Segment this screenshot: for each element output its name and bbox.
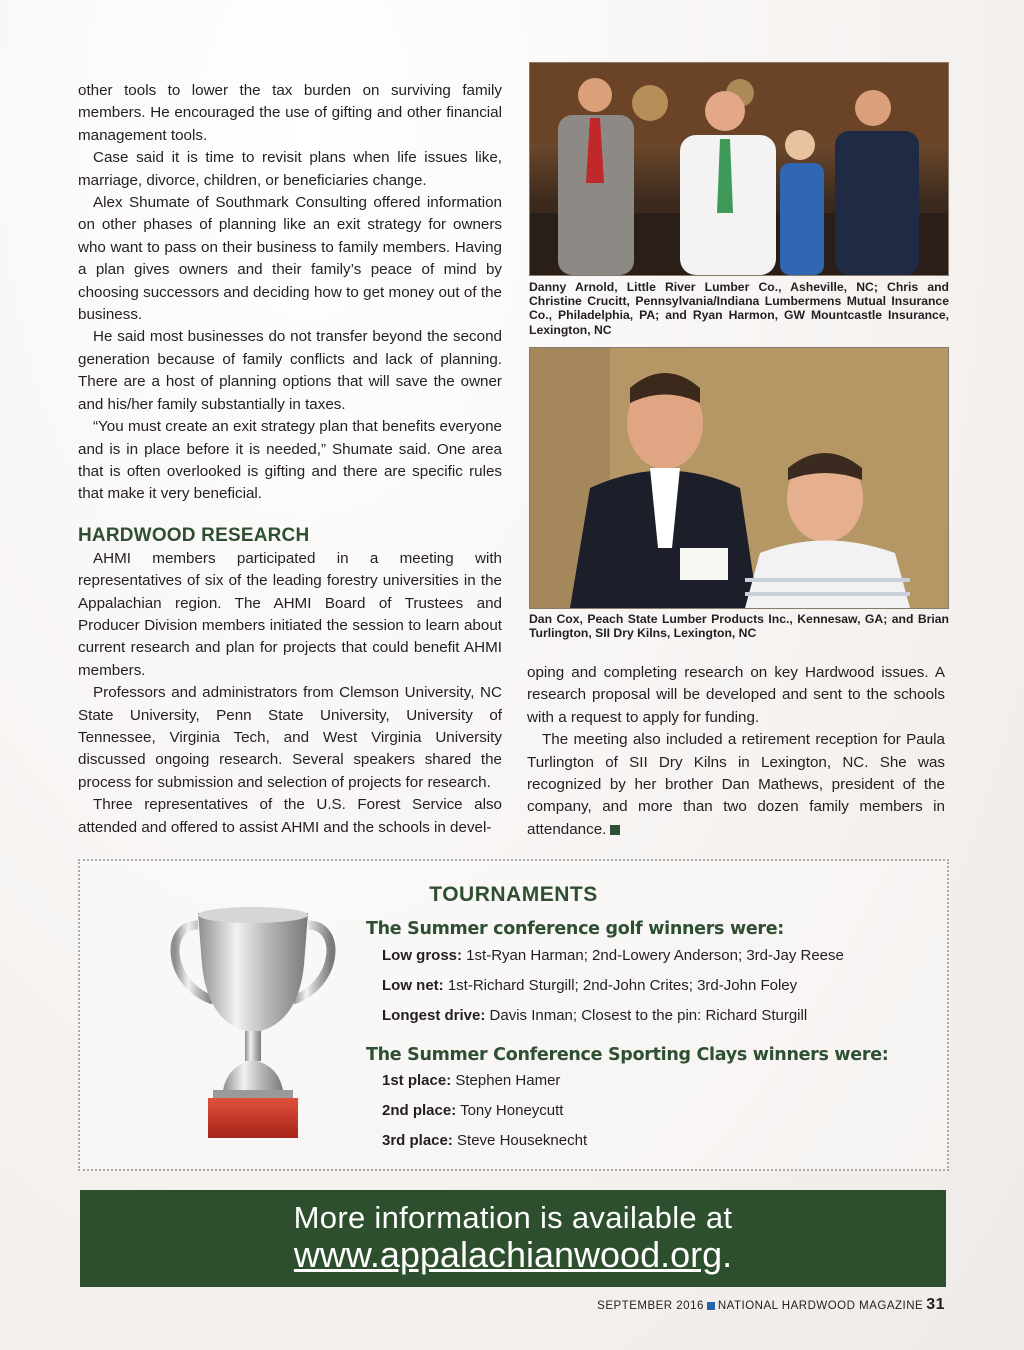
result-value: Tony Honeycutt: [456, 1102, 564, 1119]
result-label: 2nd place:: [382, 1102, 457, 1119]
body-paragraph: “You must create an exit strategy plan that benefits everyone and is in place before it is needed,” Shumate said. One area that is often overlooked is gifting and there are specific rules that make it very beneficial.: [78, 418, 502, 503]
banner-url-line: [80, 1234, 946, 1276]
clays-result-line: [382, 1132, 587, 1149]
group-photo-1: [529, 62, 949, 276]
golf-winners-heading: The Summer conference golf winners were:: [366, 919, 784, 939]
trophy-icon: [168, 905, 338, 1150]
photo-illustration: [530, 63, 948, 275]
result-value: 1st-Richard Sturgill; 2nd-John Crites; 3rd-John Foley: [443, 977, 798, 994]
page-number: 31: [926, 1296, 945, 1313]
result-value: Stephen Hamer: [451, 1072, 561, 1089]
tournaments-title: TOURNAMENTS: [429, 883, 598, 906]
body-paragraph: Professors and administrators from Clemson University, NC State University, Penn State University, University of Tennessee, Virginia Tech, and West Virginia University discussed ongoing research. Several speakers shared the process for submission and selection of projects for research.: [78, 684, 502, 791]
result-value: Steve Houseknecht: [452, 1132, 588, 1149]
result-label: Low net:: [382, 977, 444, 994]
left-column: [78, 80, 502, 839]
website-link[interactable]: www.appalachianwood.org: [293, 1234, 723, 1275]
body-paragraph: Alex Shumate of Southmark Consulting offered information on other phases of planning like an exit strategy for owners who want to pass on their business to family members. Having a plan gives owners and their family’s peace of mind by choosing successors and deciding how to get money out of the business.: [78, 194, 502, 324]
photo-caption-2: Dan Cox, Peach State Lumber Products Inc., Kennesaw, GA; and Brian Turlington, SII Dry Kilns, Lexington, NC: [529, 612, 949, 641]
clays-winners-heading: The Summer Conference Sporting Clays winners were:: [366, 1045, 889, 1065]
golf-result-line: [382, 977, 797, 994]
result-label: Low gross:: [382, 947, 463, 964]
footer-magazine: NATIONAL HARDWOOD MAGAZINE: [717, 1300, 924, 1312]
result-label: Longest drive:: [382, 1007, 486, 1024]
body-paragraph: AHMI members participated in a meeting with representatives of six of the leading forestry universities in the Appalachian region. The AHMI Board of Trustees and Producer Division members initiated the session to learn about current research and plan for projects that could benefit AHMI members.: [78, 549, 502, 679]
body-paragraph: Three representatives of the U.S. Forest Service also attended and offered to assist AHMI and the schools in devel-: [78, 796, 502, 836]
body-paragraph: He said most businesses do not transfer beyond the second generation because of family conflicts and lack of planning. There are a host of planning options that will save the owner and his/her family substantially in taxes.: [78, 328, 502, 413]
end-of-article-mark: [610, 825, 620, 835]
body-paragraph: [527, 729, 945, 841]
tournaments-box: [78, 859, 949, 1171]
banner-text: More information is available at: [293, 1200, 733, 1235]
body-paragraph: other tools to lower the tax burden on surviving family members. He encouraged the use of gifting and other financial management tools.: [78, 82, 502, 144]
photo-caption-1: Danny Arnold, Little River Lumber Co., Asheville, NC; Chris and Christine Crucitt, Pennsylvania/Indiana Lumbermens Mutual Insurance Co., Philadelphia, PA; and Ryan Harmon, GW Mountcastle Insurance, Lexington, NC: [529, 280, 949, 337]
clays-result-line: [382, 1072, 560, 1089]
group-photo-2: [529, 347, 949, 609]
section-heading: HARDWOOD RESEARCH: [78, 524, 310, 546]
body-paragraph: Case said it is time to revisit plans when life issues like, marriage, divorce, children, or beneficiaries change.: [78, 149, 502, 189]
right-column: [527, 662, 945, 841]
result-value: Davis Inman; Closest to the pin: Richard Sturgill: [485, 1007, 808, 1024]
photo-illustration: [530, 348, 948, 608]
body-text: The meeting also included a retirement reception for Paula Turlington of SII Dry Kilns in Lexington, NC. She was recognized by her brother Dan Mathews, president of the company, and more than two dozen family members in attendance.: [527, 731, 945, 838]
clays-result-line: [382, 1102, 563, 1119]
golf-result-line: [382, 1007, 807, 1024]
square-separator-icon: [707, 1302, 715, 1310]
result-label: 3rd place:: [382, 1132, 453, 1149]
page-footer: [597, 1296, 945, 1314]
more-info-banner: [80, 1190, 946, 1287]
result-label: 1st place:: [382, 1072, 452, 1089]
footer-date: SEPTEMBER 2016: [597, 1300, 704, 1312]
result-value: 1st-Ryan Harman; 2nd-Lowery Anderson; 3rd-Jay Reese: [462, 947, 844, 964]
body-paragraph: oping and completing research on key Hardwood issues. A research proposal will be developed and sent to the schools with a request to apply for funding.: [527, 664, 945, 726]
banner-period: .: [722, 1234, 733, 1275]
golf-result-line: [382, 947, 844, 964]
